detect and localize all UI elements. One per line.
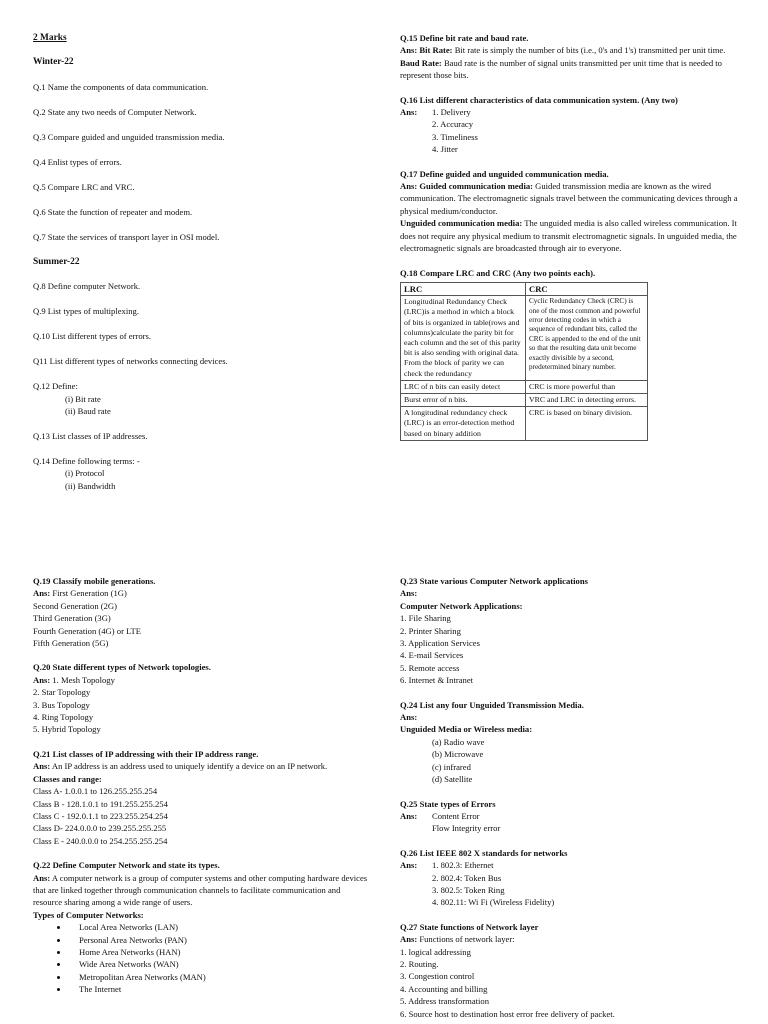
list-item: • Personal Area Networks (PAN)	[69, 934, 368, 946]
term: Guided communication media:	[419, 181, 533, 192]
column-header: LRC	[401, 282, 526, 295]
answer-list	[432, 810, 500, 835]
question-title: Q.16 List different characteristics of data communication system. (Any two)	[400, 94, 678, 105]
list-item: 2. Accuracy	[432, 119, 474, 130]
subheading: Computer Network Applications:	[400, 600, 523, 611]
table-row	[401, 380, 648, 393]
answer-guided	[400, 180, 740, 217]
question: Q.10 List different types of errors.	[33, 331, 151, 342]
column-header: CRC	[526, 282, 648, 295]
list-item: Third Generation (3G)	[33, 613, 111, 624]
list-item: First Generation (1G)	[52, 588, 127, 599]
list-item: (a) Radio wave	[432, 736, 485, 747]
sub-item: (i) Protocol	[65, 468, 105, 479]
list-item: • Local Area Networks (LAN)	[69, 921, 368, 933]
answer-list	[432, 106, 478, 156]
table-cell: CRC is more powerful than	[526, 380, 648, 393]
comparison-table	[400, 282, 648, 441]
winter-22-questions	[33, 81, 363, 243]
subheading: Unguided Media or Wireless media:	[400, 724, 533, 735]
question-12	[33, 380, 363, 417]
question: Q11 List different types of networks connecting devices.	[33, 356, 228, 367]
sub-item: (ii) Bandwidth	[65, 480, 116, 491]
answer	[400, 106, 740, 156]
list-item: 6. Internet & Intranet	[400, 675, 474, 686]
answer-text	[33, 760, 368, 772]
list-item: 4. Jitter	[432, 144, 458, 155]
question-title: Q.17 Define guided and unguided communication media.	[400, 168, 609, 179]
list-item: 3. Bus Topology	[33, 699, 90, 710]
answer-text	[400, 933, 740, 945]
answer-bit-rate	[400, 44, 740, 56]
answer-label: Ans:	[400, 181, 418, 192]
subheading: Types of Computer Networks:	[33, 909, 144, 920]
answer-label: Ans:	[400, 810, 418, 821]
table-row	[401, 407, 648, 441]
list-item: 2. 802.4: Token Bus	[432, 872, 502, 883]
answer-label: Ans:	[400, 588, 418, 599]
list-item: 1. logical addressing	[400, 946, 471, 957]
question: Q.4 Enlist types of errors.	[33, 156, 122, 167]
question-title: Q.27 State functions of Network layer	[400, 921, 539, 932]
list-item: 5. Hybrid Topology	[33, 724, 101, 735]
table-cell: A longitudinal redundancy check (LRC) is an error-detection method based on binary addition	[401, 407, 526, 441]
definition: Baud rate is the number of signal units transmitted per unit time that is needed to represent those bits.	[400, 57, 722, 81]
list-item: 1. Delivery	[432, 107, 471, 118]
answer	[400, 810, 740, 835]
question: Q.7 State the services of transport layer in OSI model.	[33, 231, 220, 242]
list-item: 1. Mesh Topology	[52, 674, 115, 685]
list-item: (c) infrared	[432, 761, 471, 772]
answers-panel-bottom-right	[400, 575, 740, 1020]
question: Q.1 Name the components of data communication.	[33, 81, 209, 92]
list-item: Second Generation (2G)	[33, 600, 117, 611]
question: Q.13 List classes of IP addresses.	[33, 431, 148, 442]
list-item: (b) Microwave	[432, 749, 484, 760]
list-item: • Metropolitan Area Networks (MAN)	[69, 971, 368, 983]
answer-label: Ans:	[33, 588, 51, 599]
list-item: 1. 802.3: Ethernet	[432, 860, 494, 871]
list-item: 6. Source host to destination host error free delivery of packet.	[400, 1008, 615, 1019]
table-cell: LRC of n bits can easily detect	[401, 380, 526, 393]
list-item: 4. 802.11: Wi Fi (Wireless Fidelity)	[432, 897, 555, 908]
question-text: Q.12 Define:	[33, 381, 78, 392]
question-title: Q.15 Define bit rate and baud rate.	[400, 33, 529, 43]
definition: Guided transmission media are known as the wired communication. The electromagnetic signals travel between the communicating devices through a physical medium/conductor.	[400, 181, 738, 216]
list-item: Class A- 1.0.0.1 to 126.255.255.254	[33, 786, 158, 797]
answer-label: Ans:	[33, 761, 51, 772]
question-16	[400, 94, 740, 156]
table-cell: Burst error of n bits.	[401, 393, 526, 406]
table-cell: VRC and LRC in detecting errors.	[526, 393, 648, 406]
question-title: Q.19 Classify mobile generations.	[33, 576, 156, 586]
list-item: • Wide Area Networks (WAN)	[69, 958, 368, 970]
question-title: Q.25 State types of Errors	[400, 798, 496, 809]
question: Q.5 Compare LRC and VRC.	[33, 181, 135, 192]
question-25	[400, 798, 740, 835]
list-item: 3. Timeliness	[432, 131, 478, 142]
question: Q.3 Compare guided and unguided transmission media.	[33, 131, 225, 142]
question-26	[400, 847, 740, 909]
subheading: Classes and range:	[33, 773, 102, 784]
list-item: (d) Satellite	[432, 774, 473, 785]
question-title: Q.18 Compare LRC and CRC (Any two points each).	[400, 267, 596, 278]
question-title: Q.22 Define Computer Network and state its types.	[33, 860, 220, 871]
list-item: • Home Area Networks (HAN)	[69, 946, 368, 958]
list-item: 1. File Sharing	[400, 613, 451, 624]
list-item: Fifth Generation (5G)	[33, 638, 109, 649]
answer-label: Ans:	[33, 674, 51, 685]
answer-label: Ans:	[400, 107, 418, 118]
question-21	[33, 748, 368, 847]
term: Baud Rate:	[400, 57, 442, 68]
sub-item: (ii) Baud rate	[65, 406, 111, 417]
question-title: Q.20 State different types of Network topologies.	[33, 662, 211, 673]
answer-first-line	[33, 587, 368, 599]
table-row	[401, 393, 648, 406]
table-cell: CRC is based on binary division.	[526, 407, 648, 441]
question-text: Q.14 Define following terms: -	[33, 456, 140, 467]
bullet-list	[33, 921, 368, 995]
list-item: 4. Accounting and billing	[400, 983, 488, 994]
list-item: 3. Congestion control	[400, 971, 475, 982]
list-item: 2. Star Topology	[33, 687, 91, 698]
list-item: Class D- 224.0.0.0 to 239.255.255.255	[33, 823, 167, 834]
question-20	[33, 661, 368, 735]
answer-text	[33, 872, 368, 909]
answer-body: A computer network is a group of computer systems and other computing hardware devices that are linked together through communication channels to facilitate communication and resource sharing among a wide range of users.	[33, 872, 368, 908]
answers-panel-top	[400, 32, 740, 441]
definition: The unguided media is also called wireless communication. It does not require any physical medium to transmit electromagnetic signals. In unguided media, the electromagnetic signals are broadcasted through air to everyone.	[400, 218, 737, 254]
table-cell: Cyclic Redundancy Check (CRC) is one of the most common and powerful error detecting codes in which a sequence of redundant bits, called the CRC is appended to the end of the unit so that the resulting data unit become exactly divisible by a second, predetermined binary number.	[526, 296, 648, 381]
sub-item: (i) Bit rate	[65, 393, 101, 404]
question-14	[33, 455, 363, 492]
summer-22-questions	[33, 280, 363, 492]
question: Q.8 Define computer Network.	[33, 281, 141, 292]
answer-body: Functions of network layer:	[419, 934, 515, 945]
list-item: Class C - 192.0.1.1 to 223.255.254.254	[33, 810, 168, 821]
list-item: Class E - 240.0.0.0 to 254.255.255.254	[33, 835, 168, 846]
question-27	[400, 921, 740, 1020]
question: Q.6 State the function of repeater and modem.	[33, 206, 193, 217]
list-item: 4. E-mail Services	[400, 650, 464, 661]
list-item: 5. Remote access	[400, 662, 460, 673]
table-cell: Longitudinal Redundancy Check (LRC)is a method in which a block of bits is organized in table(rows and columns)calculate the parity bit for each column and the set of this parity bit is also sending with original data. From the block of parity we can check the redundancy	[401, 296, 526, 381]
question-title: Q.23 State various Computer Network applications	[400, 576, 588, 586]
question-title: Q.21 List classes of IP addressing with their IP address range.	[33, 748, 259, 759]
list-item: 4. Ring Topology	[33, 712, 94, 723]
question-18	[400, 267, 740, 441]
list-item: 2. Printer Sharing	[400, 625, 461, 636]
question: Q.2 State any two needs of Computer Network.	[33, 106, 197, 117]
answer-baud-rate	[400, 57, 740, 82]
question-17	[400, 168, 740, 255]
list-item: 2. Routing.	[400, 958, 439, 969]
section-heading-summer-22: Summer-22	[33, 256, 80, 267]
question-24	[400, 699, 740, 786]
question-title: Q.26 List IEEE 802 X standards for networks	[400, 847, 568, 858]
answer-label: Ans:	[400, 712, 418, 723]
question-23	[400, 575, 740, 687]
term: Unguided communication media:	[400, 218, 523, 229]
question: Q.9 List types of multiplexing.	[33, 306, 139, 317]
answer-label: Ans:	[400, 860, 418, 871]
question-22	[33, 859, 368, 995]
answer-label: Ans:	[400, 45, 418, 56]
answer-body: An IP address is an address used to uniquely identify a device on an IP network.	[51, 761, 328, 772]
table-header-row	[401, 282, 648, 295]
list-item: 3. 802.5: Token Ring	[432, 884, 505, 895]
answer	[400, 859, 740, 909]
list-item: Content Error	[432, 810, 480, 821]
term: Bit Rate:	[419, 45, 453, 56]
question-15	[400, 32, 740, 82]
answer-first-line	[33, 674, 368, 686]
answer-unguided	[400, 217, 740, 254]
list-item: • The Internet	[69, 983, 368, 995]
table-row	[401, 296, 648, 381]
question-list-panel	[33, 32, 363, 505]
definition: Bit rate is simply the number of bits (i.e., 0's and 1's) transmitted per unit time.	[454, 45, 726, 56]
answer-list	[432, 859, 554, 909]
answer-label: Ans:	[400, 934, 418, 945]
list-item: 3. Application Services	[400, 638, 480, 649]
question-19	[33, 575, 368, 649]
page-title: 2 Marks	[33, 33, 67, 43]
list-item: 5. Address transformation	[400, 996, 490, 1007]
list-item: Flow Integrity error	[432, 823, 501, 834]
section-heading-winter-22: Winter-22	[33, 57, 74, 68]
list-item: Class B - 128.1.0.1 to 191.255.255.254	[33, 798, 168, 809]
question-title: Q.24 List any four Unguided Transmission Media.	[400, 699, 584, 710]
list-item: Fourth Generation (4G) or LTE	[33, 625, 142, 636]
answers-panel-bottom-left	[33, 575, 368, 996]
answer-label: Ans:	[33, 872, 51, 883]
